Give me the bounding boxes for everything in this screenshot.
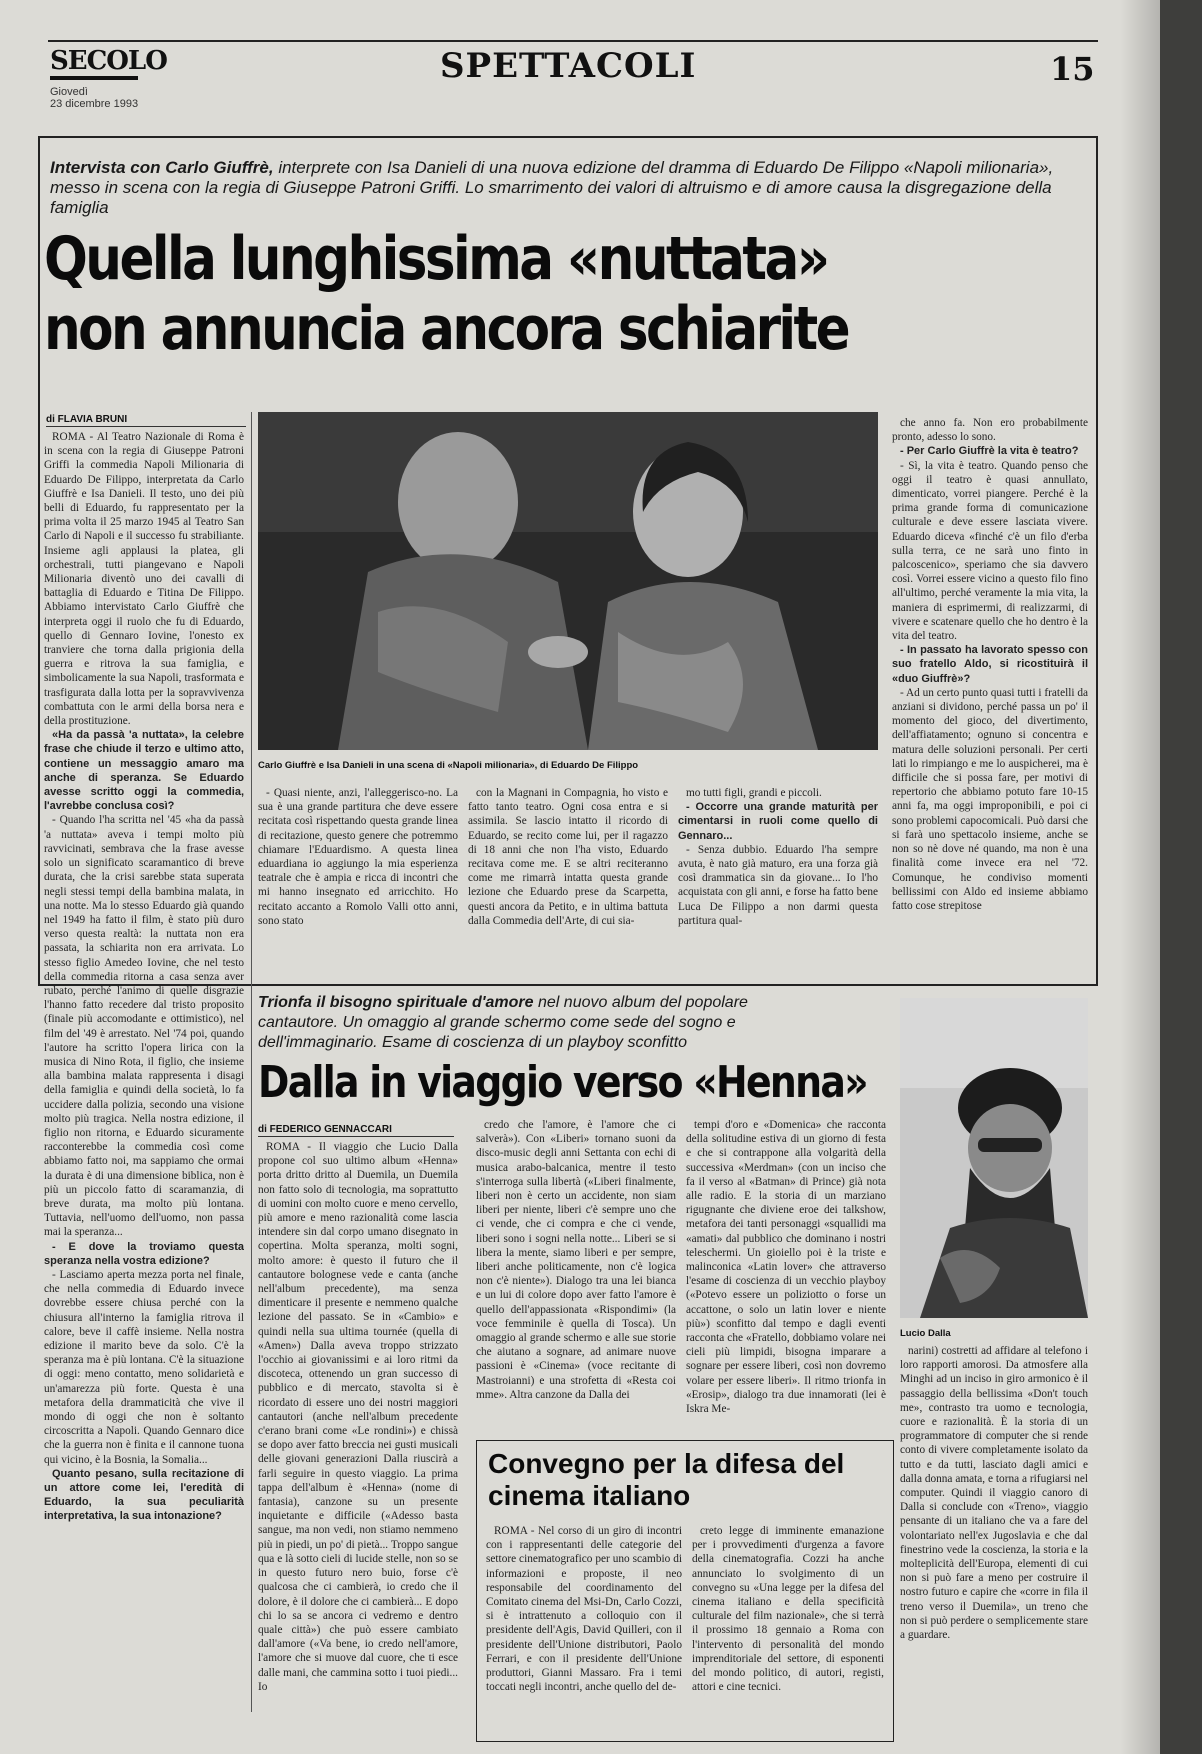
article1-answer-1: - Quando l'ha scritta nel '45 «ha da passà 'a nuttata» aveva i tempi molto più ravvicinati, sembrava che la frase avesse solo un significato scaramantico di breve durata, che la crisi sarebbe stata superata negli stessi tempi della bambina malata, in una notte. Ma lo stesso Eduardo già quando nel 1949 ha fatto il film, è stato più duro verso questa realtà: la nuttata non era passata, la schiarita non era arrivata. Lo stesso figlio Amedeo Iovine, che nel testo della commedia ritorna a casa senza aver rubato, perché l'animo di quelle disgrazie l'hanno fatto recedere dal tristo proposito (finale più accomodante e ottimistico), nel film del '49 è arrestato. Nel '74 poi, quando l'autore ha scritto l'opera lirica con la musica di Nino Rota, il figlio, che insieme alla bambina malata rappresenta i disagi della famiglia e quindi della società, lo fa uccidere dalla polizia, secondo una visione molto più tragica. Nella nostra edizione, il figlio non ritorna, e Eduardo sicuramente racconterebbe la commedia così come abbiamo fatto noi, ma sappiamo che ormai la durata è di una dimensione biblica, non è più un piccolo fatto di scaramanzia, di breve durata, ma molto più lontana. Tuttavia, nell'uomo dell'uomo, non passa mai la speranza...	[44, 814, 244, 1239]
article1-column-3	[468, 786, 668, 972]
article3-column-1	[486, 1524, 682, 1734]
article1-question-2: - E dove la troviamo questa speranza nella vostra edizione?	[44, 1240, 244, 1267]
section-title: SPETTACOLI	[440, 46, 697, 86]
article1-photo-illustration	[258, 412, 878, 750]
article2-byline-rule	[258, 1136, 454, 1137]
article2-kicker-lead: Trionfa il bisogno spirituale d'amore	[258, 994, 534, 1011]
article2-kicker-rest: nel nuovo album del popolare cantautore. Un omaggio al grande schermo come sede del sogno e dell'immaginario. Esame di coscienza di un playboy sconfitto	[258, 994, 748, 1051]
article1-column-2	[258, 786, 458, 972]
article1-col2-text: - Quasi niente, anzi, l'alleggerisco-no. La sua è una grande partitura che deve essere recitata così rispettando questa grande linea di recitazione, questo genere che potremmo chiamare l'Eduardismo. A questa linea eduardiana io aggiungo la mia esperienza teatrale che è ampia e ricca di incontri che mi hanno insegnato ed arricchito. Ho recitato accanto a Romolo Valli otto anni, sono stato	[258, 787, 458, 927]
article2-photo	[900, 998, 1088, 1318]
article1-kicker-rest: interprete con Isa Danieli di una nuova edizione del dramma di Eduardo De Filippo «Napoli milionaria», messo in scena con la regia di Giuseppe Patroni Griffi. Lo smarrimento dei valori di altruismo e di amore causa la disgregazione della famiglia	[50, 158, 1054, 217]
column-divider	[251, 412, 252, 1712]
article1-question-1: «Ha da passà 'a nuttata», la celebre frase che chiude il terzo e ultimo atto, contiene un messaggio amaro ma anche di speranza. Se Eduardo avesse scritto oggi la commedia, l'avrebbe conclusa così?	[44, 729, 244, 813]
article1-answer-2: - Lasciamo aperta mezza porta nel finale, che nella commedia di Eduardo invece dovrebbe essere chiusa perché con la chiusura all'interno la famiglia ritrova il calore, beve il caffè insieme. Nella nostra edizione il marito beve da solo. C'è la speranza ma è più lontana. C'è la situazione di oggi: meno contatto, meno solidarietà e un'amarezza più forte. Questa è una metafora della drammaticità che vive il mondo di oggi che non è soltanto circoscritta a Napoli. Quando Gennaro dice che la guerra non è finita e il cannone tuona qui vicino, è la Bosnia, la Somalia...	[44, 1268, 244, 1466]
article1-photo-caption: Carlo Giuffrè e Isa Danieli in una scena di «Napoli milionaria», di Eduardo De Filippo	[258, 760, 639, 771]
article1-byline-rule	[46, 426, 246, 427]
article1-question-3: Quanto pesano, sulla recitazione di un attore come lei, l'eredità di Eduardo, la sua peculiarità interpretativa, la sua intonazione?	[44, 1467, 244, 1523]
article1-col1-text: ROMA - Al Teatro Nazionale di Roma è in scena con la regia di Giuseppe Patroni Griffi la commedia Napoli Milionaria di Eduardo De Filippo, interpretata da Carlo Giuffrè e Isa Danieli. Il testo, uno dei più belli di Eduardo, fu rappresentato per la prima volta il 25 marzo 1945 al Teatro San Carlo di Napoli e il successo fu strabiliante. Insieme agli applausi la platea, gli orchestrali, tutti piangevano e Napoli Milionaria diventò uno dei cavalli di battaglia di Eduardo e Titina De Filippo. Abbiamo intervistato Carlo Giuffrè che interpreta oggi il ruolo che fu di Eduardo, quello di Gennaro Iovine, l'onesto ex tranviere che torna dalla prigionia della guerra e ritrova la sua famiglia, e simbolicamente la sua Napoli, trasformata e trasfigurata dalla lotta per la sopravvivenza combattuta con le armi della borsa nera e della prostituzione.	[44, 431, 244, 728]
article2-column-3	[686, 1118, 886, 1434]
article2-column-2	[476, 1118, 676, 1434]
article1-byline: di FLAVIA BRUNI	[46, 414, 128, 425]
article1-kicker-lead: Intervista con Carlo Giuffrè,	[50, 158, 274, 177]
article2-col4-text: narini) costretti ad affidare al telefono i loro rapporti amorosi. Da atmosfere alla Minghi ad un inciso in giro armonico è il passaggio della bellissima «Don't touch me», contrasto tra uomo e tecnologia, cuore e razionalità. È la storia di un programmatore di computer che si rende conto di vivere completamente isolato da tutto e da tutti, lasciato dagli amici e dalla donna amata, e torna a rifugiarsi nel computer. Quindi il viaggio canoro di Dalla si conclude con «Treno», viaggio pensante di un italiano che va a fare del volontariato nell'ex Jugoslavia e che dal finestrino vede la coscienza, la storia e la molteplicità dell'Europa, elementi di cui non si può fare a meno per costruire il nostro futuro e capire che «corre in fila il treno verso il Duemila», un treno che non si può perdere o semplicemente stare a guardare.	[900, 1345, 1088, 1642]
article1-col3-text: con la Magnani in Compagnia, ho visto e fatto tanto teatro. Ogni cosa entra e si assimila. Se lascio intatto il ricordo di Eduardo, se recito come lui, per il ragazzo di 18 anni che non l'ha visto, Eduardo recitava come me. E se altri reciteranno come me rimarrà intatta questa grande lezione che Eduardo prese da Scarpetta, questi ancora da Petito, e in ultima battuta dalla Commedia dell'Arte, di cui sia-	[468, 787, 668, 927]
article1-headline-line1: Quella lunghissima «nuttata»	[44, 224, 828, 294]
article3-col2-text: creto legge di imminente emanazione per i provvedimenti d'urgenza a favore della cinematografia. Cozzi ha anche annunciato lo svolgimento di un convegno su «Una legge per la difesa del cinema italiano e della specificità culturale del film nazionale», che si terrà il prossimo 18 gennaio a Roma con l'intervento di personalità del mondo imprenditoriale del settore, di esponenti del mondo politico, di autori, registi, attori e cine tecnici.	[692, 1525, 884, 1694]
article1-col4-text: mo tutti figli, grandi e piccoli.	[686, 787, 822, 799]
article1-column-5	[892, 416, 1088, 974]
article2-byline: di FEDERICO GENNACCARI	[258, 1124, 392, 1135]
article2-column-4	[900, 1344, 1088, 1740]
article1-question-5: - Per Carlo Giuffrè la vita è teatro?	[900, 445, 1079, 458]
article2-photo-caption: Lucio Dalla	[900, 1328, 951, 1339]
article1-headline	[44, 224, 947, 364]
article3-column-2	[692, 1524, 884, 1734]
article1-answer-5: - Sì, la vita è teatro. Quando penso che oggi il teatro è quasi annullato, dimenticato, vorrei piangere. Perché è la prima grande forma di comunicazione culturale e deve essere lasciata vivere. Eduardo diceva «finché c'è un filo d'erba sulla terra, ce ne sarà uno finto in palcoscenico», speriamo che sia davvero così. Vorrei essere vicino a questo filo fino all'ultimo, perché veramente la mia vita, la maniera di esprimermi, di realizzarmi, di vivere e scatenare quello che ho dentro è la vita del teatro.	[892, 459, 1088, 643]
masthead-full-date: 23 dicembre 1993	[50, 98, 139, 110]
article1-headline-line2: non annuncia ancora schiarite	[44, 294, 849, 364]
masthead-date	[50, 86, 138, 110]
masthead-rule	[48, 40, 1098, 42]
masthead-logo: SECOLO	[50, 46, 167, 76]
article1-column-1	[44, 430, 244, 1680]
page-edge-shadow	[1160, 0, 1202, 1754]
article2-col1-text: ROMA - Il viaggio che Lucio Dalla propone col suo ultimo album «Henna» porta dritto dritto al Duemila, un Duemila non fatto solo di tecnologia, ma soprattutto di uomini con molto cuore e meno cervello, più amore e meno razionalità come lascia intendere sin dal corpo umano disegnato in copertina. Molta speranza, molti sogni, molto amore: è questo il futuro che il cantautore bolognese vede e canta (anche nell'album precedente), ma senza dimenticare il presente e nemmeno qualche lezione del passato. Se in «Cambio» e quindi nella sua ultima tournée (quella di «Amen») Dalla aveva troppo strizzato l'occhio ai giovanissimi e ai loro ritmi da discoteca, ottenendo un gran successo di pubblico e di mercato, stavolta si è ricordato di essere uno dei nostri maggiori cantautori (anche nell'album precedente c'erano brani come «Le rondini») e chissà se dopo aver fatto breccia nei gusti musicali delle giovani generazioni Dalla riuscirà a farli seguire in questo viaggio. La prima tappa dell'album è «Henna» (nome di fantasia), canzone su un presente inquietante e difficile («Adesso basta sangue, ma non vedi, non stiamo nemmeno più in piedi, un po' di pietà... Troppo sangue qua e là sotto cieli di lucide stelle, non so se in questo futuro nero buio, forse c'è qualcosa che ci cambierà, io credo che il dolore, è il dolore che ci cambierà... E dopo chi lo sa se ancora ci vedremo e dentro quale città») che può essere cambiato dall'amore («Va bene, io credo nell'amore, l'amore che si muove dal cuore, che ti esce dalle mani, che cammina sotto i tuoi piedi... Io	[258, 1141, 458, 1693]
article2-col3-text: tempi d'oro e «Domenica» che racconta della solitudine estiva di un giorno di festa e che si contrappone alla volgarità della successiva «Merdman» (con un inciso che fa il verso al «Batman» di Prince) già nota alle radio. E la storia di un marziano rigugnante che diviene eroe dei talkshow, metafora dei tanti personaggi «squallidi ma «amati» dal pubblico che dominano i nostri teleschermi. Un gioiello poi è la triste e malinconica «Latin lover» che attraverso l'esame di coscienza di un vecchio playboy («Potevo essere un poliziotto o forse un accattone, o solo un latin lover e niente più») sconfitto dal tempo e dagli eventi racconta che «Fratello, dobbiamo volare nei cieli più limpidi, bisogna imparare a sognare per essere liberi, così non dovremo volare per essere liberi». Il ritmo trionfa in «Erosip», dialogo tra due innamorati (lei è Iskra Me-	[686, 1119, 886, 1416]
article1-question-6: - In passato ha lavorato spesso con suo fratello Aldo, si ricostituirà il «duo Giuffrè»?	[892, 644, 1088, 685]
article2-headline: Dalla in viaggio verso «Henna»	[258, 1057, 867, 1108]
article2-photo-illustration	[900, 998, 1088, 1318]
article3-headline: Convegno per la difesa del cinema italiano	[488, 1448, 845, 1511]
article1-question-4: - Occorre una grande maturità per cimentarsi in ruoli come quello di Gennaro...	[678, 801, 878, 842]
article1-kicker	[50, 158, 1070, 218]
article1-answer-6: - Ad un certo punto quasi tutti i fratelli da anziani si dividono, perché passa un po' il momento del gioco, del divertimento, dell'affiatamento; ognuno si concentra e matura delle soluzioni personali. Per certi lati lo rimpiango e me lo auspicherei, ma è difficile che si possa fare, per motivi di repertorio che abbiamo potuto fare 10-15 anni fa, ma oggi improponibili, e poi ci sono problemi capocomicali. Può darsi che si farà uno spettacolo insieme, anche se non so nè dove né quando, ma non è una finalità come invece era nel '72. Comunque, he condiviso momenti bellissimi con Aldo ed insieme abbiamo fatto cose strepitose	[892, 686, 1088, 912]
article1-answer-4: - Senza dubbio. Eduardo l'ha sempre avuta, è nato già maturo, era una forza già così drammatica sin da giovane... Io l'ho acquistata con gli anni, e forse ha fatto bene Luca De Filippo a non darmi questa partitura qual-	[678, 843, 878, 927]
page-number: 15	[1050, 50, 1095, 88]
article1-column-4	[678, 786, 878, 972]
article2-column-1	[258, 1140, 458, 1740]
article2-kicker	[258, 993, 818, 1053]
article3-col1-text: ROMA - Nel corso di un giro di incontri con i rappresentanti delle categorie del settore cinematografico per uno scambio di informazioni e proposte, il neo responsabile del coordinamento del Comitato cinema del Msi-Dn, Carlo Cozzi, si è intrattenuto a colloquio con il presidente dell'Agis, David Quilleri, con il presidente dell'Unione distributori, Paolo Ferrari, e con il presidente dell'Unione produttori, Gianni Massaro. Fra i temi toccati negli incontri, anche quello del de-	[486, 1525, 682, 1694]
masthead-day: Giovedì	[50, 86, 88, 98]
article1-col5-text: che anno fa. Non ero probabilmente pronto, adesso lo sono.	[892, 417, 1088, 444]
article2-col2-text: credo che l'amore, è l'amore che ci salverà»). Con «Liberi» tornano suoni da disco-music degli anni Settanta con echi di musica arabo-balcanica, mentre il testo s'interroga sulla libertà («Liberi finalmente, liberi non è certo un accidente, non siam liberi per niente, liberi c'è sempre uno che ci vende, che ci compra e che ci vende, liberi sono i sogni nella notte... Liberi se si libera la mente, siamo liberi e per sempre, liberi anche politicamente, non c'è logica non c'è niente»). Dialogo tra una lei bianca e un lui di colore dopo aver fatto l'amore è quello dell'appassionata «Rispondimi» (la voce femminile è quella di Tosca). Un omaggio al grande schermo e alle sue storie che aiutano a sognare, ad animare nuove passioni è «Cinema» (voce recitante di Mastroianni) e una strofetta di «Resta coi mme». Altra canzone da Dalla dei	[476, 1119, 676, 1401]
article1-photo	[258, 412, 878, 750]
